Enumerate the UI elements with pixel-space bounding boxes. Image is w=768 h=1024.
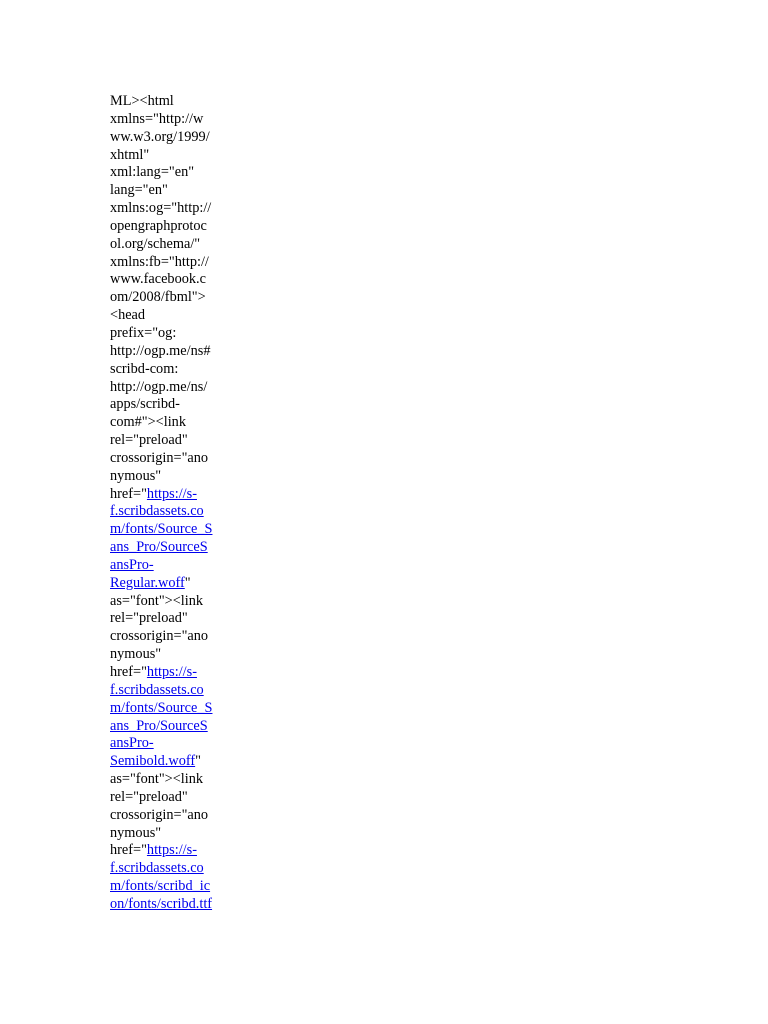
text-segment: as="font"><link — [110, 592, 204, 609]
text-segment: prefix="og: — [110, 324, 177, 341]
text-segment: opengraphprotoc — [110, 217, 207, 234]
text-segment: http://ogp.me/ns# — [110, 342, 211, 359]
document-line — [110, 468, 240, 486]
url-link[interactable]: on/fonts/scribd.ttf — [110, 895, 213, 912]
text-segment: " — [184, 574, 191, 591]
text-segment: nymous" — [110, 646, 162, 663]
document-line — [110, 396, 240, 414]
document-line — [110, 361, 240, 379]
document-line — [110, 307, 240, 325]
text-segment: as="font"><link — [110, 771, 204, 788]
url-link[interactable]: Semibold.woff — [110, 753, 196, 770]
text-segment: crossorigin="ano — [110, 806, 209, 823]
document-line — [110, 343, 240, 361]
url-link[interactable]: Regular.woff — [110, 574, 185, 591]
url-link[interactable]: f.scribdassets.co — [110, 860, 204, 877]
url-link[interactable]: https://s- — [146, 664, 197, 680]
text-segment: ol.org/schema/" — [110, 235, 201, 252]
text-segment: lang="en" — [110, 182, 168, 199]
document-line — [110, 610, 240, 628]
text-segment: xmlns:fb="http:// — [110, 253, 209, 270]
document-line — [110, 236, 240, 254]
text-segment: crossorigin="ano — [110, 449, 209, 466]
url-link[interactable]: ansPro- — [110, 735, 154, 752]
text-segment: xml:lang="en" — [110, 164, 195, 181]
url-link[interactable]: m/fonts/Source_S — [110, 521, 213, 538]
url-link[interactable]: ans_Pro/SourceS — [110, 717, 208, 734]
document-line — [110, 789, 240, 807]
document-line — [110, 807, 240, 825]
url-link[interactable]: ans_Pro/SourceS — [110, 539, 208, 556]
url-link[interactable]: m/fonts/scribd_ic — [110, 878, 211, 895]
document-line — [110, 718, 240, 736]
document-line — [110, 503, 240, 521]
document-line — [110, 93, 240, 111]
document-line — [110, 860, 240, 878]
document-line — [110, 700, 240, 718]
document-line — [110, 664, 240, 682]
document-line — [110, 450, 240, 468]
text-segment: rel="preload" — [110, 610, 188, 627]
document-line — [110, 271, 240, 289]
document-line — [110, 129, 240, 147]
document-line — [110, 593, 240, 611]
text-segment: http://ogp.me/ns/ — [110, 378, 208, 395]
document-line — [110, 878, 240, 896]
url-link[interactable]: f.scribdassets.co — [110, 503, 204, 520]
document-line — [110, 182, 240, 200]
document-line — [110, 147, 240, 165]
document-line — [110, 521, 240, 539]
document-line — [110, 200, 240, 218]
text-segment: ww.w3.org/1999/ — [110, 128, 210, 145]
document-line — [110, 735, 240, 753]
text-segment: xhtml" — [110, 146, 150, 163]
text-segment: nymous" — [110, 467, 162, 484]
document-text-column — [110, 93, 240, 914]
text-segment: www.facebook.c — [110, 271, 206, 288]
document-line — [110, 682, 240, 700]
text-segment: com#"><link — [110, 414, 186, 431]
document-line — [110, 414, 240, 432]
document-line — [110, 628, 240, 646]
document-line — [110, 164, 240, 182]
document-line — [110, 753, 240, 771]
document-line — [110, 646, 240, 664]
document-line — [110, 486, 240, 504]
url-link[interactable]: https://s- — [146, 842, 197, 859]
document-line — [110, 539, 240, 557]
document-line — [110, 111, 240, 129]
text-segment: ML><html — [110, 93, 174, 109]
text-segment: href=" — [110, 664, 147, 680]
text-segment: apps/scribd- — [110, 396, 180, 413]
document-line — [110, 325, 240, 343]
text-segment: rel="preload" — [110, 432, 188, 449]
document-line — [110, 557, 240, 575]
document-line — [110, 289, 240, 307]
url-link[interactable]: m/fonts/Source_S — [110, 699, 213, 716]
document-line — [110, 896, 240, 914]
text-segment: crossorigin="ano — [110, 628, 209, 645]
url-link[interactable]: f.scribdassets.co — [110, 681, 204, 698]
text-segment: nymous" — [110, 824, 162, 841]
text-segment: scribd-com: — [110, 360, 179, 377]
document-line — [110, 218, 240, 236]
document-line — [110, 254, 240, 272]
document-line — [110, 825, 240, 843]
text-segment: rel="preload" — [110, 788, 188, 805]
text-segment: href=" — [110, 842, 147, 859]
text-segment: om/2008/fbml"> — [110, 289, 206, 306]
text-segment: <head — [110, 307, 146, 324]
text-segment: " — [195, 753, 201, 770]
url-link[interactable]: https://s- — [146, 485, 197, 502]
url-link[interactable]: ansPro- — [110, 556, 154, 573]
document-line — [110, 842, 240, 860]
text-segment: href=" — [110, 485, 147, 502]
document-line — [110, 575, 240, 593]
text-segment: xmlns="http://w — [110, 110, 204, 127]
document-line — [110, 432, 240, 450]
document-line — [110, 771, 240, 789]
document-line — [110, 379, 240, 397]
text-segment: xmlns:og="http:// — [110, 200, 212, 217]
